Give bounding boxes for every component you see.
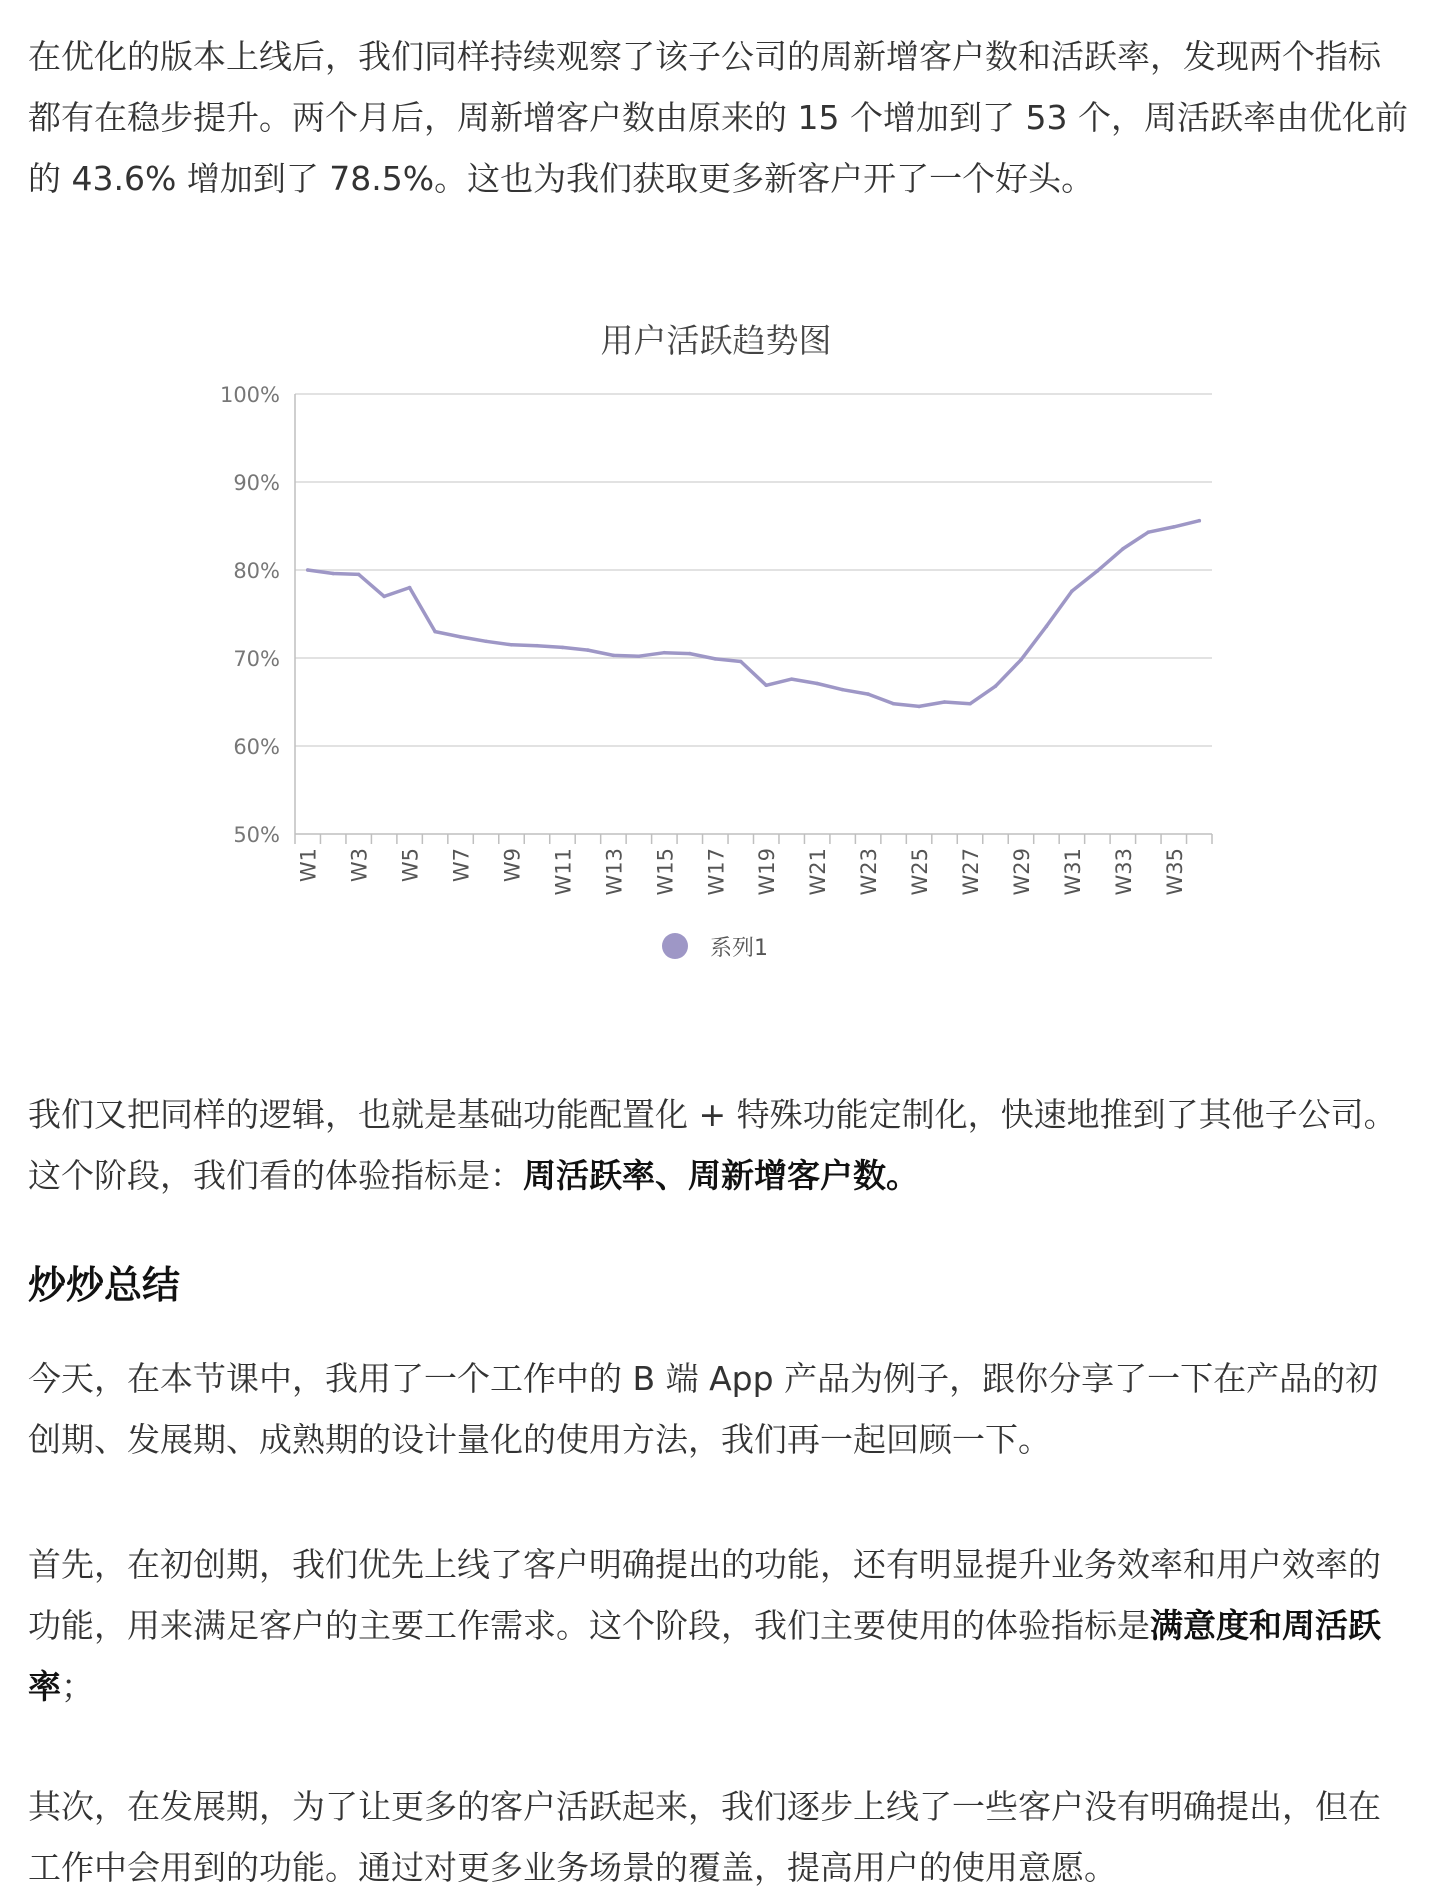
strategy-text: 我们又把同样的逻辑，也就是基础功能配置化 + 特殊功能定制化，快速地推到了其他子公司。这个阶段，我们看的体验指标是： <box>28 1095 1397 1195</box>
data-point <box>459 635 463 639</box>
data-point <box>561 646 565 650</box>
x-tick-label: W15 <box>653 848 678 896</box>
x-tick-label: W11 <box>551 848 576 896</box>
data-point <box>1121 547 1125 551</box>
data-point <box>535 644 539 648</box>
chart-legend <box>662 933 768 961</box>
x-tick-label: W7 <box>449 848 474 883</box>
x-tick-label: W3 <box>347 848 372 883</box>
chart-title: 用户活跃趋势图 <box>600 321 832 360</box>
startup-stage-text: 首先，在初创期，我们优先上线了客户明确提出的功能，还有明显提升业务效率和用户效率的功能，用来满足客户的主要工作需求。这个阶段，我们主要使用的体验指标是 <box>28 1545 1381 1645</box>
data-point <box>892 702 896 706</box>
y-tick-label: 90% <box>233 471 280 495</box>
data-point <box>382 595 386 599</box>
legend-label-series1: 系列1 <box>710 936 768 961</box>
data-point <box>612 654 616 658</box>
data-point <box>943 700 947 704</box>
y-tick-label: 60% <box>233 735 280 759</box>
y-axis-ticks <box>220 383 280 847</box>
y-tick-label: 80% <box>233 559 280 583</box>
x-tick-label: W21 <box>806 848 831 896</box>
data-point <box>637 654 641 658</box>
data-point <box>1172 525 1176 529</box>
x-axis <box>295 394 1212 844</box>
x-tick-label: W9 <box>500 848 525 883</box>
x-tick-label: W35 <box>1162 848 1187 896</box>
data-point <box>586 648 590 652</box>
data-point <box>331 572 335 576</box>
y-tick-label: 50% <box>233 823 280 847</box>
strategy-metrics: 周活跃率、周新增客户数。 <box>523 1156 919 1195</box>
strategy-paragraph <box>28 1084 1408 1206</box>
summary-intro-paragraph: 今天，在本节课中，我用了一个工作中的 B 端 App 产品为例子，跟你分享了一下在产品的初创期、发展期、成熟期的设计量化的使用方法，我们再一起回顾一下。 <box>28 1359 1379 1459</box>
startup-stage-end: ； <box>61 1667 94 1706</box>
data-point <box>1197 519 1201 523</box>
data-point <box>433 630 437 634</box>
x-tick-label: W17 <box>704 848 729 896</box>
x-tick-label: W23 <box>857 848 882 896</box>
x-tick-label: W1 <box>296 848 321 883</box>
data-point <box>841 688 845 692</box>
x-tick-label: W27 <box>959 848 984 896</box>
data-point <box>994 684 998 688</box>
data-point <box>688 652 692 656</box>
x-tick-label: W33 <box>1111 848 1136 896</box>
x-tick-label: W31 <box>1060 848 1085 896</box>
x-tick-label: W5 <box>398 848 423 883</box>
x-tick-label: W29 <box>1009 848 1034 896</box>
data-point <box>739 660 743 664</box>
y-tick-label: 70% <box>233 647 280 671</box>
data-point <box>663 651 667 655</box>
data-point <box>1070 589 1074 593</box>
data-point <box>306 568 310 572</box>
data-point <box>484 639 488 643</box>
data-point <box>713 657 717 661</box>
series-line-series1 <box>308 521 1200 707</box>
data-point <box>1045 625 1049 629</box>
growth-stage-paragraph: 其次，在发展期，为了让更多的客户活跃起来，我们逐步上线了一些客户没有明确提出，但在工作中会用到的功能。通过对更多业务场景的覆盖，提高用户的使用意愿。 <box>28 1787 1381 1887</box>
data-point <box>917 705 921 709</box>
activity-trend-chart <box>0 300 1436 1000</box>
data-point <box>1019 658 1023 662</box>
data-point <box>408 586 412 590</box>
legend-swatch <box>662 933 688 959</box>
data-point <box>357 573 361 577</box>
startup-stage-metrics: 满意度和周活跃率 <box>28 1606 1381 1706</box>
y-tick-label: 100% <box>219 383 280 407</box>
x-axis-ticks <box>297 848 1187 896</box>
summary-heading: 炒炒总结 <box>28 1263 181 1307</box>
data-point <box>968 702 972 706</box>
data-point <box>1096 569 1100 573</box>
data-point <box>510 643 514 647</box>
x-tick-label: W13 <box>602 848 627 896</box>
startup-stage-paragraph <box>28 1534 1408 1717</box>
chart-series <box>306 519 1201 708</box>
data-point <box>1147 530 1151 534</box>
x-tick-label: W19 <box>755 848 780 896</box>
data-point <box>815 682 819 686</box>
data-point <box>866 692 870 696</box>
chart-grid <box>295 394 1212 746</box>
data-point <box>790 677 794 681</box>
x-tick-label: W25 <box>908 848 933 896</box>
intro-paragraph: 在优化的版本上线后，我们同样持续观察了该子公司的周新增客户数和活跃率，发现两个指标都有在稳步提升。两个月后，周新增客户数由原来的 15 个增加到了 53 个，周活跃率由优化前的 43.6% 增加到了 78.5%。这也为我们获取更多新客户开了一个好头。 <box>28 37 1408 198</box>
data-point <box>764 683 768 687</box>
